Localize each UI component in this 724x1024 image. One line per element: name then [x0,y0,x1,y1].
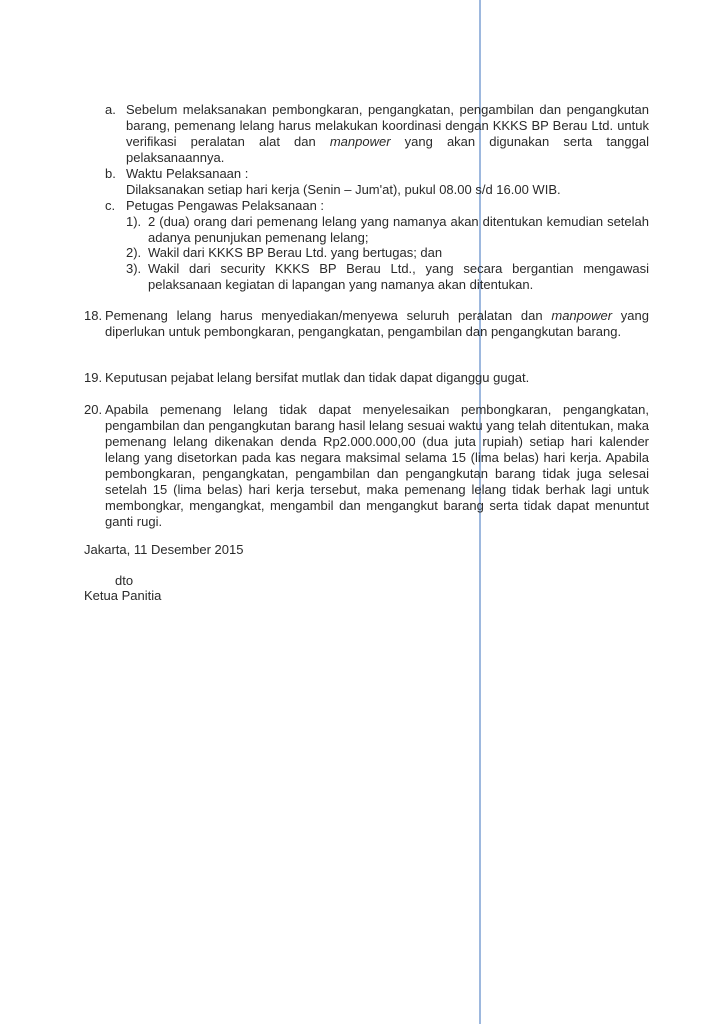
signer-title: Ketua Panitia [84,588,162,603]
item-c-sub-1-text: 2 (dua) orang dari pemenang lelang yang namanya akan ditentukan kemudian setelah adanya penunjukan pemenang lelang; [148,214,649,245]
place-date: Jakarta, 11 Desember 2015 [84,542,244,557]
dto-mark: dto [115,573,134,588]
item-18-text: Pemenang lelang harus menyediakan/menyewa seluruh peralatan dan manpower yang diperlukan untuk pembongkaran, pengangkatan, pengambilan dan pengangkutan barang. [105,308,649,339]
item-c-marker: c. [105,198,116,213]
item-18-marker: 18. [84,308,103,323]
item-a-marker: a. [105,102,116,117]
item-b-text: Dilaksanakan setiap hari kerja (Senin – Jum'at), pukul 08.00 s/d 16.00 WIB. [126,182,561,197]
item-19-marker: 19. [84,370,103,385]
item-20-text: Apabila pemenang lelang tidak dapat menyelesaikan pembongkaran, pengangkatan, pengambilan dan pengangkutan barang hasil lelang sesuai waktu yang telah ditentukan, maka pemenang lelang dikenakan denda Rp2.000.000,00 (dua juta rupiah) setiap hari kalender lelang yang disetorkan pada kas negara maksimal selama 15 (lima belas) hari kerja. Apabila pembongkaran, pengangkatan, pengambilan dan pengangkutan barang tidak juga selesai setelah 15 (lima belas) hari kerja tersebut, maka pemenang lelang tidak berhak lagi untuk membongkar, mengangkat, mengambil dan mengangkut barang serta tidak dapat menuntut ganti rugi. [105,402,649,529]
item-c-title: Petugas Pengawas Pelaksanaan : [126,198,325,213]
item-c-sub-2-marker: 2). [126,245,142,260]
item-c-sub-3-text: Wakil dari security KKKS BP Berau Ltd., yang secara bergantian mengawasi pelaksanaan kegiatan di lapangan yang namanya akan ditentukan. [148,261,649,292]
item-b-marker: b. [105,166,116,181]
item-a-text: Sebelum melaksanakan pembongkaran, pengangkatan, pengambilan dan pengangkutan barang, pemenang lelang harus melakukan koordinasi dengan KKKS BP Berau Ltd. untuk verifikasi peralatan alat dan manpower yang akan digunakan serta tanggal pelaksanaannya. [126,102,649,165]
item-c-sub-1-marker: 1). [126,214,142,229]
item-c-sub-3-marker: 3). [126,261,142,276]
item-19-text: Keputusan pejabat lelang bersifat mutlak dan tidak dapat diganggu gugat. [105,370,530,385]
item-c-sub-2-text: Wakil dari KKKS BP Berau Ltd. yang bertugas; dan [148,245,443,260]
item-b-title: Waktu Pelaksanaan : [126,166,249,181]
item-20-marker: 20. [84,402,103,417]
